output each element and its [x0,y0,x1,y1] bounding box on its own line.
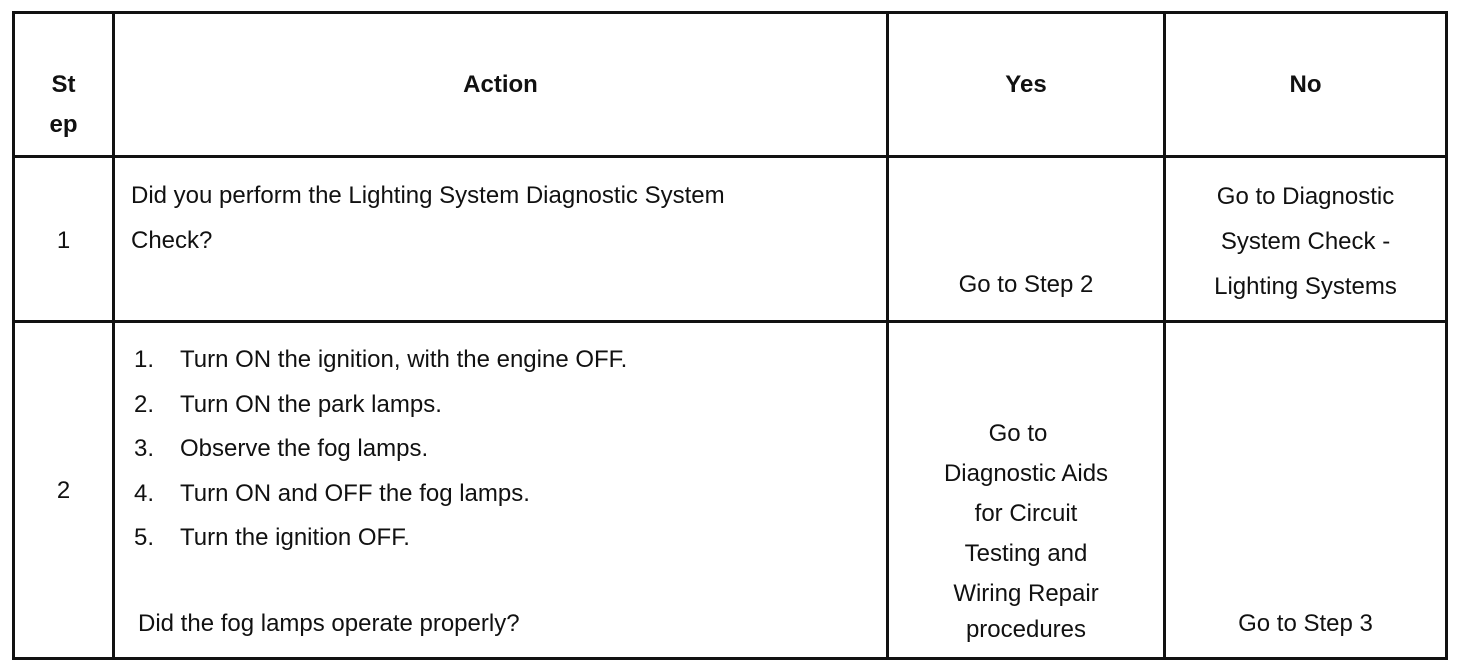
row1-yes: Go to Step 2 [958,271,1094,298]
header-no: No [1289,71,1322,98]
row1-step: 1 [56,227,71,254]
row1-no-line2: System Check - [1220,228,1391,255]
header-step-line1: St [51,71,76,98]
row1-no-line1: Go to Diagnostic [1216,183,1395,210]
row-divider-header [12,155,1448,158]
column-divider-yes-no [1163,11,1166,660]
header-yes: Yes [1005,71,1047,98]
list-text: Turn ON and OFF the fog lamps. [180,480,530,507]
list-text: Turn ON the park lamps. [180,391,442,418]
row2-action-step1 [134,348,627,372]
row1-no [1166,174,1445,309]
list-number: 3. [134,435,155,462]
row2-action-step2 [134,393,442,417]
row2-action-step4 [134,482,530,506]
list-number: 1. [134,346,155,373]
list-number: 4. [134,480,155,507]
row2-no: Go to Step 3 [1238,610,1373,637]
table-border-top [12,11,1448,14]
list-number: 5. [134,524,155,551]
row2-yes-line3: for Circuit [974,500,1078,527]
row2-action-step5 [134,526,410,550]
table-border-right [1445,11,1448,660]
diagnostic-table [12,11,1448,660]
row2-question: Did the fog lamps operate properly? [138,610,520,637]
row-divider-step1 [12,320,1448,323]
row1-action-line2: Check? [131,227,213,254]
row2-yes-line4: Testing and [964,540,1088,567]
header-step [15,73,112,137]
row2-yes-line5: Wiring Repair [953,580,1099,607]
row2-yes [889,414,1163,650]
row2-action-step3 [134,437,428,461]
list-text: Observe the fog lamps. [180,435,429,462]
row2-yes-line2: Diagnostic Aids [943,460,1109,487]
column-divider-step-action [112,11,115,660]
row2-step: 2 [56,477,71,504]
row2-yes-line6: procedures [965,616,1087,643]
table-border-bottom [12,657,1448,660]
list-text: Turn the ignition OFF. [180,524,410,551]
list-number: 2. [134,391,155,418]
header-action: Action [463,71,538,98]
list-text: Turn ON the ignition, with the engine OFF. [180,346,628,373]
row1-action-line1: Did you perform the Lighting System Diagnostic System [131,182,725,209]
row2-yes-line1: Go to [988,420,1048,447]
row1-no-line3: Lighting Systems [1214,273,1397,300]
header-step-line2: ep [49,111,78,138]
